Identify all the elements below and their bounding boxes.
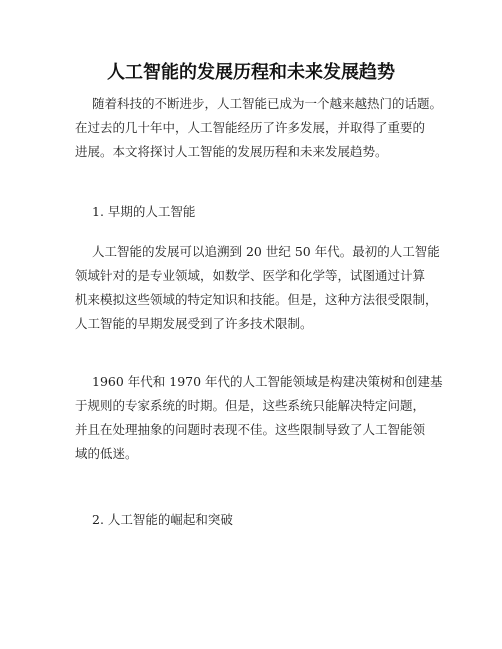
s1p2-line-3: 并且在处理抽象的问题时表现不佳。这些限制导致了人工智能领 xyxy=(75,422,426,437)
s1p2-line-2: 于规则的专家系统的时期。但是，这些系统只能解决特定问题， xyxy=(75,398,426,413)
document-title: 人工智能的发展历程和未来发展趋势 xyxy=(107,62,395,83)
s1p1-line-1: 人工智能的发展可以追溯到 20 世纪 50 年代。最初的人工智能 xyxy=(92,244,440,259)
s1p1-line-3: 机来模拟这些领域的特定知识和技能。但是，这种方法很受限制， xyxy=(75,292,438,307)
intro-paragraph xyxy=(75,92,475,164)
intro-line-2: 在过去的几十年中，人工智能经历了许多发展，并取得了重要的 xyxy=(75,120,426,135)
s1p2-line-1: 1960 年代和 1970 年代的人工智能领域是构建决策树和创建基 xyxy=(92,374,443,389)
section-1-paragraph-1 xyxy=(75,240,475,336)
section-1-heading: 1. 早期的人工智能 xyxy=(92,204,196,219)
s1p2-line-4: 域的低迷。 xyxy=(75,446,138,461)
s1p1-line-2: 领域针对的是专业领域，如数学、医学和化学等，试图通过计算 xyxy=(75,268,426,283)
intro-line-3: 进展。本文将探讨人工智能的发展历程和未来发展趋势。 xyxy=(75,144,388,159)
section-1-paragraph-2 xyxy=(75,370,475,466)
section-2-heading: 2. 人工智能的崛起和突破 xyxy=(92,512,233,527)
intro-line-1: 随着科技的不断进步，人工智能已成为一个越来越热门的话题。 xyxy=(92,96,443,111)
s1p1-line-4: 人工智能的早期发展受到了许多技术限制。 xyxy=(75,316,313,331)
